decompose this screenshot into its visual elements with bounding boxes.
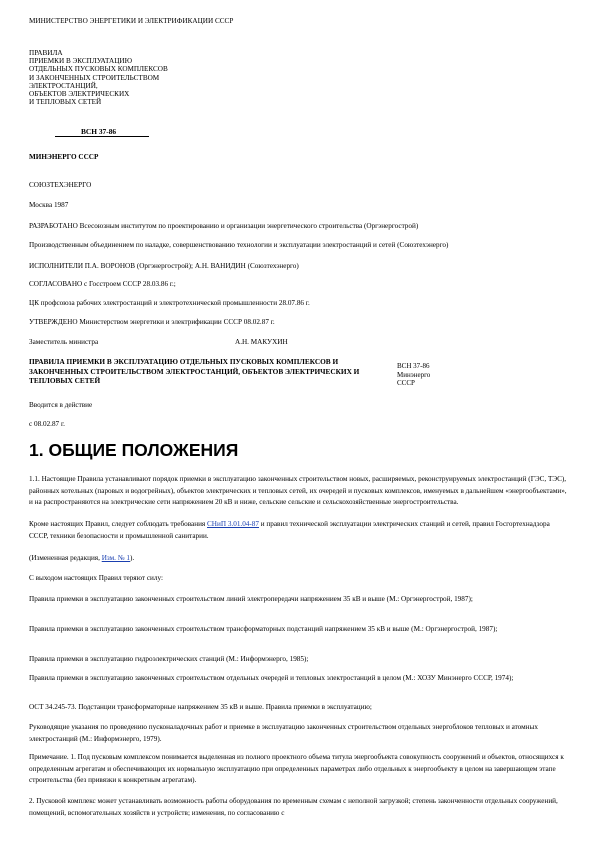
paragraph-1-1: 1.1. Настоящие Правила устанавливают порядок приемки в эксплуатацию законченных строительством новых, расширяемых, реконструируемых электростанций (ГЭС, ТЭС), районных котельных (паровых и водогрейных), объектов электрических и тепловых сетей, их очередей и пусковых комплексов, именуемых в дальнейшем «энергообъектами», и на распространяются на электрические сети напряжением 20 кВ и ниже, сельские сельские и сельскохозяйственные энергостроительства. bbox=[29, 475, 567, 506]
doc-code-text: ВСН 37-86 bbox=[81, 127, 117, 136]
amendment-link[interactable]: Изм. № 1 bbox=[101, 554, 131, 562]
deputy-label: Заместитель министра bbox=[29, 338, 99, 346]
title-code-block bbox=[397, 362, 430, 388]
developed-by: РАЗРАБОТАНО Всесоюзным институтом по проектированию и организации энергетического строительства (Оргэнергострой) bbox=[29, 222, 419, 230]
main-title: ПРАВИЛА ПРИЕМКИ В ЭКСПЛУАТАЦИЮ ОТДЕЛЬНЫХ ПУСКОВЫХ КОМПЛЕКСОВ И ЗАКОНЧЕННЫХ СТРОИТЕЛЬСТВОМ ЭЛЕКТРОСТАНЦИЙ, ОБЪЕКТОВ ЭЛЕКТРИЧЕСКИХ И ТЕПЛОВЫХ СЕТЕЙ bbox=[29, 357, 360, 385]
paragraph-text: (Измененная редакция, bbox=[29, 554, 102, 562]
superseded-item: Правила приемки в эксплуатацию законченных строительством трансформаторных подстанций напряжением 35 кВ и выше (М.: Оргэнергострой, 1987); bbox=[29, 625, 498, 633]
paragraph-text: Кроме настоящих Правил, следует соблюдать требования bbox=[29, 520, 208, 528]
doc-title-line: ОБЪЕКТОВ ЭЛЕКТРИЧЕСКИХ bbox=[29, 90, 130, 99]
superseded-item: Руководящие указания по проведению пусконаладочных работ и приемке в эксплуатацию законченных строительством отдельных энергоблоков тепловых и атомных электростанций (М.: Информэнерго, 1979). bbox=[29, 723, 538, 743]
approved-by: УТВЕРЖДЕНО Министерством энергетики и электрификации СССР 08.02.87 г. bbox=[29, 318, 275, 326]
doc-title-line: ПРИЕМКИ В ЭКСПЛУАТАЦИЮ bbox=[29, 57, 133, 66]
note-2: 2. Пусковой комплекс может устанавливать возможность работы оборудования по временным схемам с неполной загрузкой; степень законченности отдельных сооружений, помещений, вспомогательных хозяйств и устройств; изменения, по согласованию с bbox=[29, 797, 558, 817]
org-name: МИНЭНЕРГО СССР bbox=[29, 153, 99, 161]
doc-title-block bbox=[29, 49, 168, 106]
publisher: СОЮЗТЕХЭНЕРГО bbox=[29, 181, 92, 189]
ministry-header: МИНИСТЕРСТВО ЭНЕРГЕТИКИ И ЭЛЕКТРИФИКАЦИИ СССР bbox=[29, 17, 234, 25]
paragraph-text: ). bbox=[130, 554, 135, 562]
paragraph-requirements bbox=[29, 519, 569, 542]
superseded-item: Правила приемки в эксплуатацию законченных строительством отдельных очередей и тепловых электростанций в целом (М.: ХОЗУ Минэнерго СССР, 1974); bbox=[29, 674, 514, 682]
superseded-item: Правила приемки в эксплуатацию гидроэлектрических станций (М.: Информэнерго, 1985); bbox=[29, 655, 309, 663]
effective-date: с 08.02.87 г. bbox=[29, 420, 65, 428]
doc-title-line: ЭЛЕКТРОСТАНЦИЙ, bbox=[29, 81, 98, 90]
section-heading: 1. ОБЩИЕ ПОЛОЖЕНИЯ bbox=[29, 440, 239, 460]
paragraph-text: и правил технической эксплуатации электрических станций и сетей, правил Госгортехнадзора СССР, техники безопасности и промышленной санитарии. bbox=[29, 520, 550, 540]
note-1: Примечание. 1. Под пусковым комплексом понимается выделенная из полного проектного объема титула энергообъекта совокупность сооружений и объектов, относящихся к определенным агрегатам и обеспечивающих их нормальную эксплуатацию при определенных параметрах либо отдельных к энергообъекту в целом на завершающем этапе строительства (без привязки к конкретным агрегатам). bbox=[29, 753, 564, 784]
doc-code bbox=[55, 127, 149, 137]
title-org: Минэнерго СССР bbox=[397, 370, 431, 387]
association: Производственным объединением по наладке, совершенствованию технологии и эксплуатации электростанций и сетей (Союзтехэнерго) bbox=[29, 241, 449, 249]
doc-title-line: И ТЕПЛОВЫХ СЕТЕЙ bbox=[29, 98, 102, 107]
doc-title-line: ОТДЕЛЬНЫХ ПУСКОВЫХ КОМПЛЕКСОВ bbox=[29, 65, 168, 74]
agreed-gosstroy: СОГЛАСОВАНО с Госстроем СССР 28.03.86 г.; bbox=[29, 280, 176, 288]
city-year: Москва 1987 bbox=[29, 201, 69, 209]
agreed-union: ЦК профсоюза рабочих электростанций и электротехнической промышленности 28.07.86 г. bbox=[29, 299, 310, 307]
paragraph-amendment bbox=[29, 553, 569, 565]
title-code: ВСН 37-86 bbox=[397, 362, 430, 370]
doc-title-line: ПРАВИЛА bbox=[29, 49, 63, 57]
executors: ИСПОЛНИТЕЛИ П.А. ВОРОНОВ (Оргэнергострой); А.Н. ВАНИДИН (Союзтехэнерго) bbox=[29, 262, 299, 270]
snip-link[interactable]: СНиП 3.01.04-87 bbox=[207, 520, 259, 528]
superseded-item: Правила приемки в эксплуатацию законченных строительством линий электропередачи напряжением 35 кВ и выше (М.: Оргэнергострой, 1987); bbox=[29, 595, 473, 603]
effective-label: Вводится в действие bbox=[29, 401, 93, 409]
paragraph-superseded: С выходом настоящих Правил теряют силу: bbox=[29, 574, 163, 582]
doc-title-line: И ЗАКОНЧЕННЫХ СТРОИТЕЛЬСТВОМ bbox=[29, 73, 160, 82]
deputy-name: А.Н. МАКУХИН bbox=[235, 338, 288, 346]
superseded-item: ОСТ 34.245-73. Подстанции трансформаторные напряжением 35 кВ и выше. Правила приемки в эксплуатацию; bbox=[29, 703, 372, 711]
